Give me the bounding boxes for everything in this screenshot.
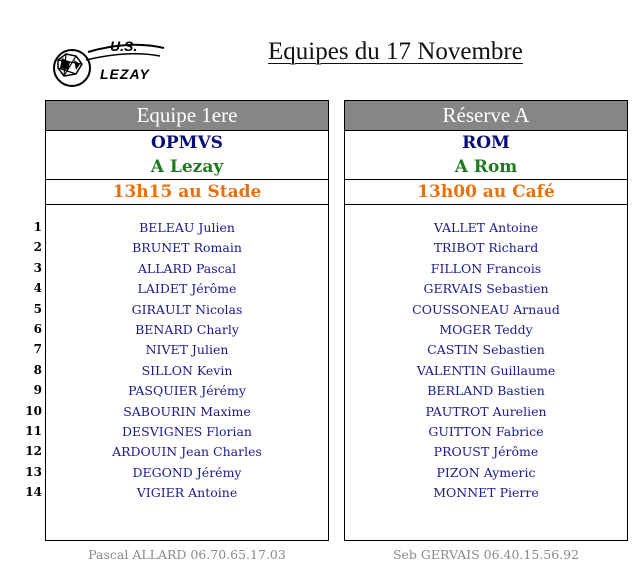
opponent-name: OPMVS <box>151 133 223 153</box>
player-name: NIVET Julien <box>145 342 229 358</box>
player-name: BENARD Charly <box>135 321 239 337</box>
player-name: TRIBOT Richard <box>433 240 539 256</box>
player-name: ALLARD Pascal <box>137 260 237 276</box>
logo-bottom-text: LEZAY <box>100 66 150 82</box>
player-name: MOGER Teddy <box>439 321 533 337</box>
player-name: GUITTON Fabrice <box>428 423 544 439</box>
player-name: FILLON Francois <box>430 260 542 276</box>
player-number: 4 <box>33 281 42 296</box>
player-name: BRUNET Romain <box>132 240 242 256</box>
club-logo <box>48 38 166 90</box>
team-header: Réserve A <box>345 101 627 131</box>
player-number: 3 <box>33 260 42 275</box>
player-name: LAIDET Jérôme <box>137 281 237 297</box>
player-number: 10 <box>25 403 42 418</box>
player-name: PAUTROT Aurelien <box>425 403 547 419</box>
player-name: VIGIER Antoine <box>136 485 238 501</box>
player-name: GIRAULT Nicolas <box>131 301 243 317</box>
team-header: Equipe 1ere <box>46 101 328 131</box>
player-number: 1 <box>33 220 42 234</box>
page-title: Equipes du 17 Novembre <box>268 38 523 65</box>
player-name: ARDOUIN Jean Charles <box>112 444 262 460</box>
player-name: BERLAND Bastien <box>427 383 545 399</box>
player-name: PASQUIER Jérémy <box>128 383 246 399</box>
player-number: 14 <box>25 485 42 500</box>
player-name: MONNET Pierre <box>433 485 539 501</box>
logo-top-text: U.S. <box>110 38 138 54</box>
player-name: VALLET Antoine <box>433 220 539 235</box>
team-panel-equipe-1ere <box>45 100 329 541</box>
player-name: SILLON Kevin <box>141 362 233 378</box>
player-numbers <box>20 217 42 502</box>
player-name: BELEAU Julien <box>139 220 235 235</box>
player-number: 5 <box>33 301 42 316</box>
match-venue: A Lezay <box>46 155 328 180</box>
player-name: CASTIN Sebastien <box>427 342 545 358</box>
player-name: SABOURIN Maxime <box>123 403 251 419</box>
player-number: 9 <box>33 383 42 398</box>
player-number: 8 <box>33 362 42 377</box>
player-name: PIZON Aymeric <box>436 464 536 480</box>
player-name: DESVIGNES Florian <box>122 423 252 439</box>
player-number: 2 <box>33 240 42 255</box>
player-name: GERVAIS Sebastien <box>423 281 549 297</box>
player-name: COUSSONEAU Arnaud <box>412 301 560 317</box>
player-number: 13 <box>25 464 42 479</box>
player-number: 11 <box>25 423 42 438</box>
player-list <box>46 218 328 503</box>
kickoff-time: 13h15 au Stade <box>46 180 328 205</box>
player-name: DEGOND Jérémy <box>132 464 242 480</box>
soccer-ball-icon <box>48 38 166 90</box>
contact-equipe-1ere: Pascal ALLARD 06.70.65.17.03 <box>88 547 286 562</box>
player-list <box>345 218 627 503</box>
contact-reserve-a: Seb GERVAIS 06.40.15.56.92 <box>392 547 580 562</box>
kickoff-time: 13h00 au Café <box>345 180 627 205</box>
player-name: VALENTIN Guillaume <box>416 362 556 378</box>
match-venue: A Rom <box>345 155 627 180</box>
player-number: 6 <box>33 321 42 336</box>
player-number: 7 <box>33 342 42 357</box>
player-number: 12 <box>25 444 42 459</box>
opponent-name: ROM <box>462 133 510 153</box>
team-panel-reserve-a <box>344 100 628 541</box>
player-name: PROUST Jérôme <box>433 444 539 460</box>
